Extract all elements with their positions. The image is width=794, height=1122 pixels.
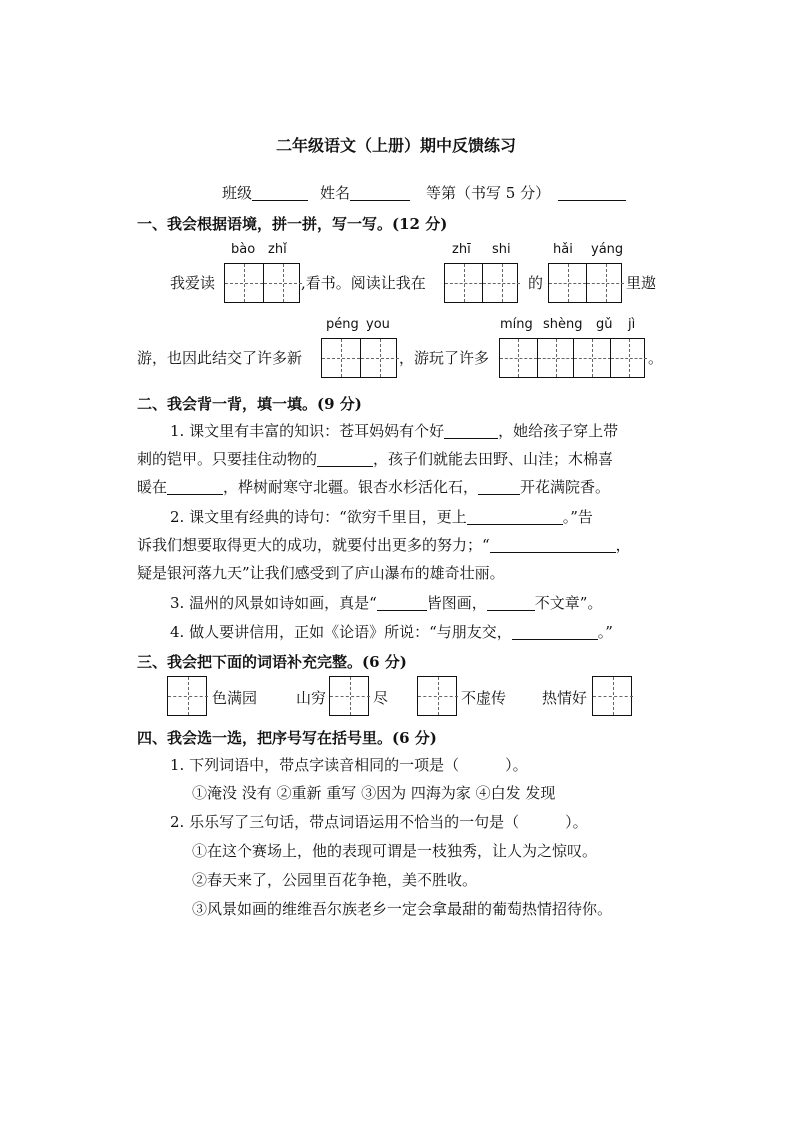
q1-options: ①淹没 没有 ②重新 重写 ③因为 四海为家 ④白发 发现 xyxy=(192,784,556,802)
s2-line2-a: 刺的铠甲。只要挂住动物的 xyxy=(137,450,318,468)
s2-line7-a: 3. 温州的风景如诗如画，真是“ xyxy=(170,594,377,612)
grade-field xyxy=(426,183,626,203)
q1-stem-end: ）。 xyxy=(505,756,528,774)
s1-text-f: ，游玩了许多 xyxy=(399,349,490,367)
pinyin-bao: bào xyxy=(231,242,256,257)
s1-text-c: 的 xyxy=(528,274,544,292)
s2-line1 xyxy=(170,421,618,441)
blank-5[interactable] xyxy=(467,508,563,525)
s2-line6: 疑是银河落九天”让我们感受到了庐山瀑布的雄奇壮丽。 xyxy=(137,564,505,582)
word-box-4[interactable] xyxy=(592,676,632,716)
pinyin-you: you xyxy=(366,317,390,332)
blank-4[interactable] xyxy=(478,478,520,495)
s2-line2-b: ，孩子们就能去田野、山洼；木棉喜 xyxy=(373,450,614,468)
writing-grid-haiyang[interactable] xyxy=(548,263,622,303)
class-blank[interactable] xyxy=(252,184,308,201)
blank-1[interactable] xyxy=(444,422,498,439)
s1-text-b: ,看书。阅读让我在 xyxy=(301,274,426,292)
blank-7[interactable] xyxy=(377,594,427,611)
q2-stem-end: ）。 xyxy=(565,813,588,831)
word-2-text-b: 尽 xyxy=(373,689,389,707)
s2-line1-b: ，她给孩子穿上带 xyxy=(498,422,619,440)
blank-9[interactable] xyxy=(512,623,598,640)
word-box-1[interactable] xyxy=(167,676,207,716)
s2-line5 xyxy=(137,535,631,555)
writing-grid-baozhi[interactable] xyxy=(224,263,300,303)
blank-2[interactable] xyxy=(317,450,373,467)
s2-line3-c: 开花满院香。 xyxy=(520,478,611,496)
writing-grid-zhishi[interactable] xyxy=(444,263,518,303)
word-box-2[interactable] xyxy=(329,676,369,716)
grade-blank[interactable] xyxy=(558,184,626,201)
s2-line5-a: 诉我们想要取得更大的成功，就要付出更多的努力；“ xyxy=(137,536,490,554)
pinyin-sheng: shèng xyxy=(543,317,583,332)
s2-line3-a: 暖在 xyxy=(137,478,168,496)
pinyin-shi: shi xyxy=(492,242,511,257)
s2-line2 xyxy=(137,449,613,469)
pinyin-zhi2: zhī xyxy=(452,242,471,257)
name-label: 姓名 xyxy=(320,184,351,202)
s2-line5-b: ， xyxy=(615,536,631,554)
pinyin-peng: péng xyxy=(326,317,359,332)
s2-line8-b: 。” xyxy=(597,623,613,641)
q2-option-2: ②春天来了，公园里百花争艳，美不胜收。 xyxy=(192,871,478,889)
pinyin-zhi: zhǐ xyxy=(268,242,287,257)
word-4-text: 热情好 xyxy=(542,689,588,707)
writing-grid-mingshengguji[interactable] xyxy=(499,338,645,378)
pinyin-ming: míng xyxy=(500,317,533,332)
s2-line7-c: 不文章”。 xyxy=(534,594,603,612)
q2-option-1: ①在这个赛场上，他的表现可谓是一枝独秀，让人为之惊叹。 xyxy=(192,842,598,860)
s2-line8-a: 4. 做人要讲信用，正如《论语》所说：“与朋友交， xyxy=(170,623,512,641)
s2-line7 xyxy=(170,593,602,613)
s1-text-e: 游，也因此结交了许多新 xyxy=(137,349,303,367)
class-field xyxy=(222,183,308,203)
s1-text-a: 我爱读 xyxy=(170,274,216,292)
section3-heading: 三、我会把下面的词语补充完整。(6 分) xyxy=(137,653,407,671)
word-2-text-a: 山穷 xyxy=(296,689,327,707)
q1-stem-text: 1. 下列词语中，带点字读音相同的一项是（ xyxy=(170,756,460,774)
writing-grid-pengyou[interactable] xyxy=(321,338,397,378)
pinyin-yang: yáng xyxy=(591,242,624,257)
word-box-3[interactable] xyxy=(417,676,457,716)
s2-line4-b: 。”告 xyxy=(562,508,593,526)
s2-line3-b: ，桦树耐寒守北疆。银杏水杉活化石， xyxy=(223,478,479,496)
page-title: 二年级语文（上册）期中反馈练习 xyxy=(276,136,517,155)
word-1-text: 色满园 xyxy=(212,689,258,707)
section2-heading: 二、我会背一背，填一填。(9 分) xyxy=(137,395,362,413)
name-blank[interactable] xyxy=(350,184,410,201)
s1-text-g: 。 xyxy=(648,349,664,367)
s2-line3 xyxy=(137,477,610,497)
word-3-text: 不虚传 xyxy=(461,689,507,707)
section4-heading: 四、我会选一选，把序号写在括号里。(6 分) xyxy=(137,729,437,747)
grade-label: 等第（书写 5 分） xyxy=(426,184,551,202)
q2-stem xyxy=(170,812,588,832)
q1-stem xyxy=(170,755,528,775)
name-field xyxy=(320,183,410,203)
section1-heading: 一、我会根据语境，拼一拼，写一写。(12 分) xyxy=(137,215,448,233)
s2-line1-a: 1. 课文里有丰富的知识：苍耳妈妈有个好 xyxy=(170,422,445,440)
q2-option-3: ③风景如画的维维吾尔族老乡一定会拿最甜的葡萄热情招待你。 xyxy=(192,900,613,918)
blank-8[interactable] xyxy=(487,594,535,611)
blank-3[interactable] xyxy=(167,478,223,495)
s2-line4-a: 2. 课文里有经典的诗句：“欲穷千里目，更上 xyxy=(170,508,467,526)
pinyin-ji: jì xyxy=(628,317,636,332)
s2-line8 xyxy=(170,622,613,642)
s1-text-d: 里遨 xyxy=(626,274,657,292)
s2-line4 xyxy=(170,507,593,527)
class-label: 班级 xyxy=(222,184,253,202)
pinyin-gu: gǔ xyxy=(596,317,613,332)
blank-6[interactable] xyxy=(490,536,616,553)
s2-line7-b: 皆图画， xyxy=(426,594,487,612)
pinyin-hai: hǎi xyxy=(553,242,573,257)
q2-stem-text: 2. 乐乐写了三句话，带点词语运用不恰当的一句是（ xyxy=(170,813,520,831)
